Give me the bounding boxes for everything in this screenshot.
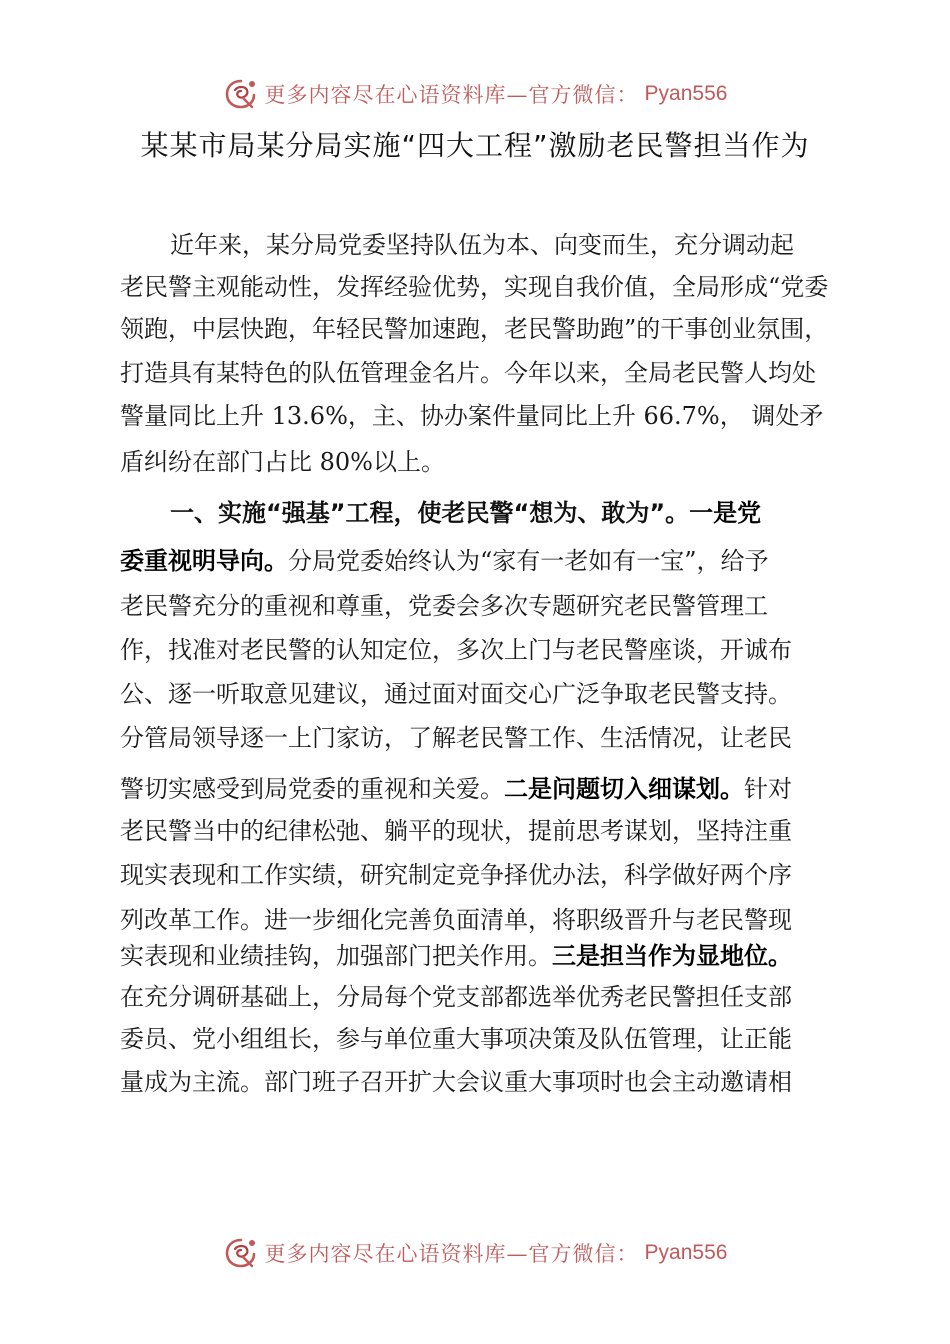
body-line: 量成为主流。部门班子召开扩大会议重大事项时也会主动邀请相 <box>120 1068 792 1096</box>
body-line: 老民警充分的重视和尊重，党委会多次专题研究老民警管理工 <box>120 592 768 620</box>
body-line: 分管局领导逐一上门家访，了解老民警工作、生活情况，让老民 <box>120 724 792 752</box>
point-2-label: 二是问题切入细谋划。 <box>504 775 744 803</box>
watermark-wechat-id: Pyan556 <box>644 1241 728 1264</box>
watermark-text: 更多内容尽在心语资料库—官方微信： <box>264 1242 639 1266</box>
section-heading-line <box>170 497 761 529</box>
point-3-label: 三是担当作为显地位。 <box>552 942 792 970</box>
point-1-label-start: 一是党 <box>689 499 762 527</box>
intro-line: 警量同比上升 13.6%，主、协办案件量同比上升 66.7%， 调处矛 <box>120 402 824 430</box>
point-1-label-end: 委重视明导向。 <box>120 547 288 575</box>
intro-line: 领跑，中层快跑，年轻民警加速跑，老民警助跑”的干事创业氛围， <box>120 315 829 343</box>
body-line: 现实表现和工作实绩，研究制定竞争择优办法，科学做好两个序 <box>120 861 792 889</box>
body-line <box>120 773 792 805</box>
body-line <box>120 940 792 972</box>
intro-line: 盾纠纷在部门占比 80%以上。 <box>120 448 445 476</box>
document-title: 某某市局某分局实施“四大工程”激励老民警担当作为 <box>140 129 810 162</box>
body-text: 实表现和业绩挂钩，加强部门把关作用。 <box>120 942 552 970</box>
rose-brush-logo-icon <box>223 76 259 112</box>
body-line: 委员、党小组组长，参与单位重大事项决策及队伍管理，让正能 <box>120 1025 792 1053</box>
section-1-heading: 一、实施“强基”工程，使老民警“想为、敢为”。 <box>170 499 690 527</box>
header-watermark <box>0 74 950 114</box>
body-line: 作，找准对老民警的认知定位，多次上门与老民警座谈，开诚布 <box>120 636 792 664</box>
body-line: 老民警当中的纪律松弛、躺平的现状，提前思考谋划，坚持注重 <box>120 817 792 845</box>
body-line: 在充分调研基础上，分局每个党支部都选举优秀老民警担任支部 <box>120 983 792 1011</box>
intro-line: 近年来，某分局党委坚持队伍为本、向变而生，充分调动起 <box>170 231 794 259</box>
body-text: 警切实感受到局党委的重视和关爱。 <box>120 775 504 803</box>
intro-line: 老民警主观能动性，发挥经验优势，实现自我价值，全局形成“党委 <box>120 273 829 301</box>
body-line <box>120 545 769 577</box>
watermark-text: 更多内容尽在心语资料库—官方微信： <box>264 83 639 107</box>
intro-line: 打造具有某特色的队伍管理金名片。今年以来，全局老民警人均处 <box>120 359 816 387</box>
body-line: 公、逐一听取意见建议，通过面对面交心广泛争取老民警支持。 <box>120 680 792 708</box>
footer-watermark <box>0 1233 950 1273</box>
body-text: 针对 <box>744 775 792 803</box>
watermark-wechat-id: Pyan556 <box>644 82 728 105</box>
body-text: 分局党委始终认为“家有一老如有一宝”，给予 <box>288 547 769 575</box>
body-line: 列改革工作。进一步细化完善负面清单，将职级晋升与老民警现 <box>120 906 792 934</box>
rose-brush-logo-icon <box>223 1235 259 1271</box>
